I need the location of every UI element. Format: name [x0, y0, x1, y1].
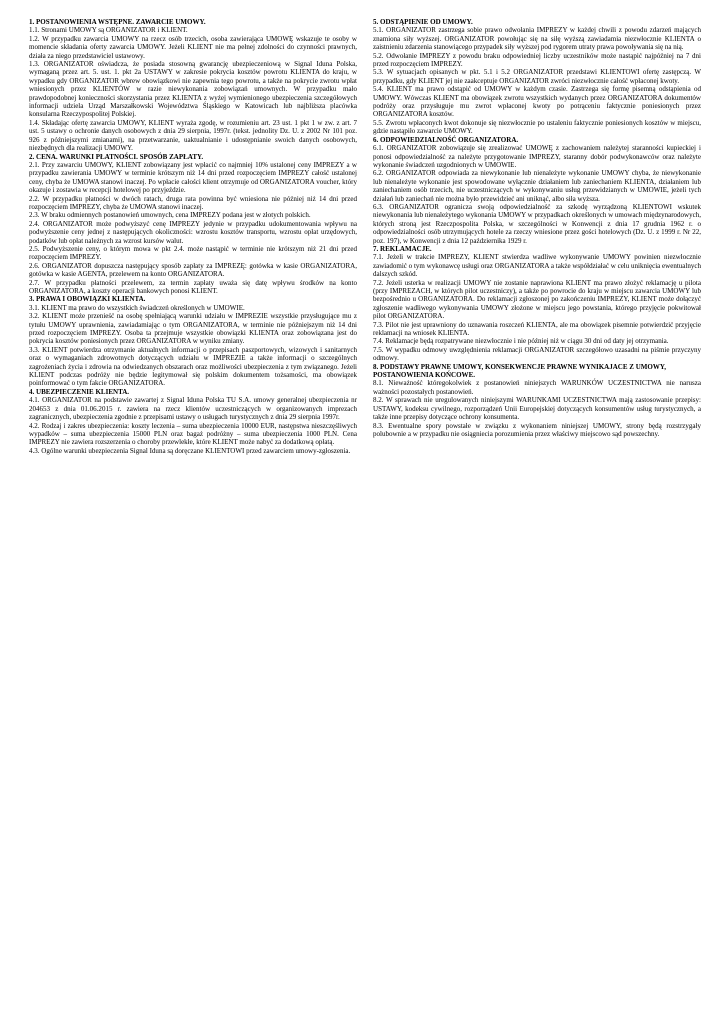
- section-heading: 2. CENA. WARUNKI PŁATNOŚCI. SPOSÓB ZAPŁATY.: [29, 152, 204, 161]
- clause-paragraph: 2.7. W przypadku płatności przelewem, za termin zapłaty uważa się datę wpływu środków na konto ORGANIZATORA, a koszty operacji bankowych ponosi KLIENT.: [29, 278, 357, 295]
- clause-paragraph: 2.1. Przy zawarciu UMOWY, KLIENT zobowiązany jest wpłacić co najmniej 10% ustalonej ceny IMPREZY a w przypadku zawierania UMOWY w terminie krótszym niż 14 dni przed rozpoczęciem IMPREZY całość ustalonej ceny, chyba że UMOWA stanowi inaczej. Po wpłacie całości klient otrzymuje od ORGANIZATORA voucher, który okazuje i zostawia w recepcji hotelowej po przyjeździe.: [29, 160, 357, 195]
- clause-paragraph: 8.2. W sprawach nie uregulowanych niniejszymi WARUNKAMI UCZESTNICTWA mają zastosowanie przepisy: USTAWY, kodeksu cywilnego, rozporządzeń Unii Europejskiej dotyczących konsumentów usług turystycznych, a także inne przepisy dotyczące ochrony konsumenta.: [373, 396, 701, 422]
- section-heading: 3. PRAWA I OBOWIĄZKI KLIENTA.: [29, 295, 146, 304]
- clause-paragraph: 8.1. Nieważność któregokolwiek z postanowień niniejszych WARUNKÓW UCZESTNICTWA nie narusza ważności pozostałych postanowień.: [373, 379, 701, 396]
- left-column: [29, 18, 357, 1024]
- clause-paragraph: 2.6. ORGANIZATOR dopuszcza następujący sposób zapłaty za IMPREZĘ: gotówka w kasie ORGANIZATORA, gotówka w kasie AGENTA, przelewem na konto ORGANIZATORA.: [29, 261, 357, 279]
- clause-paragraph: 5.3. W sytuacjach opisanych w pkt. 5.1 i 5.2 ORGANIZATOR przedstawi KLIENTOWI ofertę zastępczą. W przypadku, gdy KLIENT jej nie zaakceptuje ORGANIZATOR zwróci niezwłocznie całość wpłaconej kwoty.: [373, 68, 701, 85]
- clause-paragraph: 1.3. ORGANIZATOR oświadcza, że posiada stosowną gwarancję ubezpieczeniową w Signal Iduna Polska, wymaganą przez art. 5. ust. 1. pkt 2a USTAWY w zakresie pokrycia kosztów powrotu KLIENTA do kraju, w wypadku gdy ORGANIZATOR wbrew obowiązkowi nie zapewnia tego powrotu, a także na pokrycie zwrotu wpłat wniesionych przez KLIENTÓW w razie niewykonania zobowiązań umownych. W przypadku mało prawdopodobnej konieczności skorzystania przez KLIENTA z wyżej wymienionego ubezpieczenia szczegółowych informacji udziela Urząd Marszałkowski Województwa Śląskiego w Katowicach lub najbliższa placówka konsularna Rzeczypospolitej Polskiej.: [29, 60, 357, 119]
- clause-paragraph: 4.2. Rodzaj i zakres ubezpieczenia: koszty leczenia – suma ubezpieczenia 10000 EUR, następstwa nieszczęśliwych wypadków – suma ubezpieczenia 15000 PLN oraz bagaż podróżny – suma ubezpieczenia 1000 PLN. Cena IMPREZY nie zawiera rozszerzenia o choroby przewlekłe, które KLIENT może nabyć za dodatkową opłatą.: [29, 421, 357, 447]
- clause-paragraph: 6.3. ORGANIZATOR ogranicza swoją odpowiedzialność za szkodę wyrządzoną KLIENTOWI wskutek niewykonania lub nienależytego wykonania UMOWY w przypadkach określonych w umowach międzynarodowych, których stroną jest Rzeczpospolita Polska, w szczególności w Konwencji z dnia 17 grudnia 1962 r. o odpowiedzialności osób utrzymujących hotele za rzeczy wniesione przez gości hotelowych (Dz. U. z 1999 r. Nr 22, poz. 197), w Konwencji z dnia 12 października 1929 r.: [373, 202, 702, 245]
- clause-paragraph: 7.5. W wypadku odmowy uwzględnienia reklamacji ORGANIZATOR szczegółowo uzasadni na piśmie przyczyny odmowy.: [373, 345, 701, 363]
- clause-paragraph: 7.4. Reklamacje będą rozpatrywane niezwłocznie i nie później niż w ciągu 30 dni od daty jej otrzymania.: [373, 337, 669, 346]
- clause-paragraph: 7.3. Pilot nie jest uprawniony do uznawania roszczeń KLIENTA, ale ma obowiązek pisemnie potwierdzić przyjęcie reklamacji na wniosek KLIENTA.: [373, 320, 701, 338]
- clause-paragraph: 2.5. Podwyższenie ceny, o którym mowa w pkt 2.4. może nastąpić w terminie nie krótszym niż 21 dni przed rozpoczęciem IMPREZY.: [29, 244, 357, 262]
- clause-paragraph: 4.1. ORGANIZATOR na podstawie zawartej z Signal Iduna Polska TU S.A. umowy generalnej ubezpieczenia nr 204653 z dnia 01.06.2015 r. zawiera na rzecz klientów uczestniczących w organizowanych imprezach zagranicznych, ubezpieczenia zgodnie z przepisami ustawy o usługach turystycznych z dnia 29 sierpnia 1997r.: [29, 396, 357, 422]
- clause-paragraph: 4.3. Ogólne warunki ubezpieczenia Signal Iduna są doręczane KLIENTOWI przed zawarciem umowy-zgłoszenia.: [29, 446, 351, 455]
- section-heading: 8. PODSTAWY PRAWNE UMOWY, KONSEKWENCJE PRAWNE WYNIKAJACE Z UMOWY, POSTANOWIENIA KOŃCOWE.: [373, 362, 667, 380]
- clause-paragraph: 2.3. W braku odmiennych postanowień umownych, cena IMPREZY podana jest w złotych polskich.: [29, 211, 311, 220]
- clause-paragraph: 1.1. Stronami UMOWY są ORGANIZATOR i KLIENT.: [29, 26, 188, 35]
- clause-paragraph: 2.4. ORGANIZATOR może podwyższyć cenę IMPREZY jedynie w przypadku udokumentowania wpływu na podwyższenie ceny jednej z następujących okoliczności: wzrostu kosztów transportu, wzrostu opłat urzędowych, podatków lub opłat należnych za wzrost kursów walut.: [29, 219, 357, 245]
- clause-paragraph: 6.1. ORGANIZATOR zobowiązuje się zrealizować UMOWĘ z zachowaniem należytej staranności kupieckiej i ponosi odpowiedzialność za należyte przygotowanie IMPREZY, staranny dobór podwykonawców oraz należyte wykonanie świadczeń uzgodnionych w UMOWIE.: [373, 144, 701, 169]
- clause-paragraph: 1.2. W przypadku zawarcia UMOWY na rzecz osób trzecich, osoba zawierająca UMOWĘ wskazuje te osoby w momencie składania oferty zawarcia UMOWY. Jeżeli KLIENT nie ma pełnej zdolności do czynności prawnych, działa za niego przedstawiciel ustawowy.: [29, 34, 357, 60]
- clause-paragraph: 5.2. Odwołanie IMPREZY z powodu braku odpowiedniej liczby uczestników może nastąpić najpóźniej na 7 dni przed rozpoczęciem IMPREZY.: [373, 51, 701, 69]
- clause-paragraph: 3.3. KLIENT potwierdza otrzymanie aktualnych informacji o przepisach paszportowych, wizowych i sanitarnych oraz o wymaganiach zdrowotnych dotyczących udziału w IMPREZIE a także informacji o szczególnych zagrożeniach życia i zdrowia na odwiedzanych obszarach oraz możliwości ubezpieczenia z tym związanego. Jeżeli KLIENT podczas podróży nie będzie legitymował się polskim dokumentem tożsamości, ma obowiązek poinformować o tym fakcie ORGANIZATORA.: [29, 345, 357, 388]
- section-heading: 5. ODSTĄPIENIE OD UMOWY.: [373, 18, 473, 26]
- clause-paragraph: 1.4. Składając ofertę zawarcia UMOWY, KLIENT wyraża zgodę, w rozumieniu art. 23 ust. 1 pkt 1 w zw. z art. 7 ust. 5 ustawy o ochronie danych osobowych z dnia 29 sierpnia, 1997r. (tekst. jednolity Dz. U. z 2002 Nr 101 poz. 926 z późniejszymi zmianami), na przetwarzanie, uaktualnianie i udostępnianie swoich danych osobowych, niezbędnych dla realizacji UMOWY.: [29, 118, 357, 153]
- clause-paragraph: 5.4. KLIENT ma prawo odstąpić od UMOWY w każdym czasie. Zastrzega się formę pisemną odstąpienia od UMOWY. Wówczas KLIENT ma obowiązek zwrotu wszystkich wydanych przez ORGANIZATORA dokumentów podróży oraz przysługuje mu zwrot wpłaconej kwoty po potrąceniu faktycznie poniesionych przez ORGANIZATORA kosztów.: [373, 85, 701, 119]
- section-heading: 7. REKLAMACJE.: [373, 244, 432, 253]
- clause-paragraph: 3.2. KLIENT może przenieść na osobę spełniającą warunki udziału w IMPREZIE wszystkie przysługujące mu z tytułu UMOWY uprawnienia, zawiadamiając o tym ORGANIZATORA, w terminie nie późniejszym niż 14 dni przed rozpoczęciem IMPREZY. Osoba ta przejmuje wszystkie obowiązki KLIENTA oraz zobowiązana jest do pokrycia kosztów poniesionych przez ORGANIZATORA w wyniku zmiany.: [29, 312, 357, 346]
- right-column: [373, 18, 701, 1024]
- clause-paragraph: 6.2. ORGANIZATOR odpowiada za niewykonanie lub nienależyte wykonanie UMOWY chyba, że niewykonanie lub nienależyte wykonanie jest spowodowane wyłącznie działaniem lub zaniechaniem KLIENTA, działaniem lub zaniechaniem osób trzecich, nie uczestniczących w wykonywaniu usług przewidzianych w UMOWIE, jeżeli tych działań lub zaniechań nie można było przewidzieć ani uniknąć, albo siła wyższa.: [373, 169, 701, 203]
- clause-paragraph: 5.5. Zwrotu wpłaconych kwot dokonuje się niezwłocznie po ustaleniu faktycznie poniesionych kosztów w miejscu, gdzie nastąpiło zawarcie UMOWY.: [373, 118, 701, 136]
- clause-paragraph: 2.2. W przypadku płatności w dwóch ratach, druga rata powinna być wniesiona nie później niż 14 dni przed rozpoczęciem IMPREZY, chyba że UMOWA stanowi inaczej.: [29, 194, 357, 211]
- clause-paragraph: 7.1. Jeżeli w trakcie IMPREZY, KLIENT stwierdza wadliwe wykonywanie UMOWY powinien niezwłocznie zawiadomić o tym wykonawcę usługi oraz ORGANIZATORA a także współdziałać w celu uniknięcia ewentualnych dalszych szkód.: [373, 253, 701, 279]
- section-heading: 1. POSTANOWIENIA WSTĘPNE. ZAWARCIE UMOWY.: [29, 18, 206, 26]
- clause-paragraph: 5.1. ORGANIZATOR zastrzega sobie prawo odwołania IMPREZY w każdej chwili z powodu zdarzeń mających znamiona siły wyższej. ORGANIZATOR powołując się na siłę wyższą zawiadamia niezwłocznie KLIENTA o zaistnieniu zdarzenia stanowiącego przypadek siły wyższej pod rygorem utraty prawa powoływania się na nią.: [373, 26, 701, 52]
- clause-paragraph: 8.3. Ewentualne spory powstałe w związku z wykonaniem niniejszej UMOWY, strony będą rozstrzygały polubownie a w przypadku nie osiągniecia porozumienia przez właściwy miejscowo sąd powszechny.: [373, 421, 701, 438]
- clause-paragraph: 3.1. KLIENT ma prawo do wszystkich świadczeń określonych w UMOWIE.: [29, 303, 245, 312]
- clause-paragraph: 7.2. Jeżeli usterka w realizacji UMOWY nie zostanie naprawiona KLIENT ma prawo złożyć reklamację u pilota (przy IMPREZACH, w których pilot uczestniczy), a także po powrocie do kraju w miejscu zawarcia UMOWY lub bezpośrednio u ORGANIZATORA. Do reklamacji zgłoszonej po zakończeniu IMPREZY, KLIENT może dołączyć zgłoszenie wadliwego wykonywania UMOWY złożone w miejscu jego powstania, którego przyjęcie pokwitował pilot ORGANIZATORA.: [373, 278, 701, 321]
- section-heading: 6. ODPOWIEDZIALNOŚĆ ORGANIZATORA.: [373, 135, 519, 144]
- section-heading: 4. UBEZPIECZENIE KLIENTA.: [29, 387, 130, 396]
